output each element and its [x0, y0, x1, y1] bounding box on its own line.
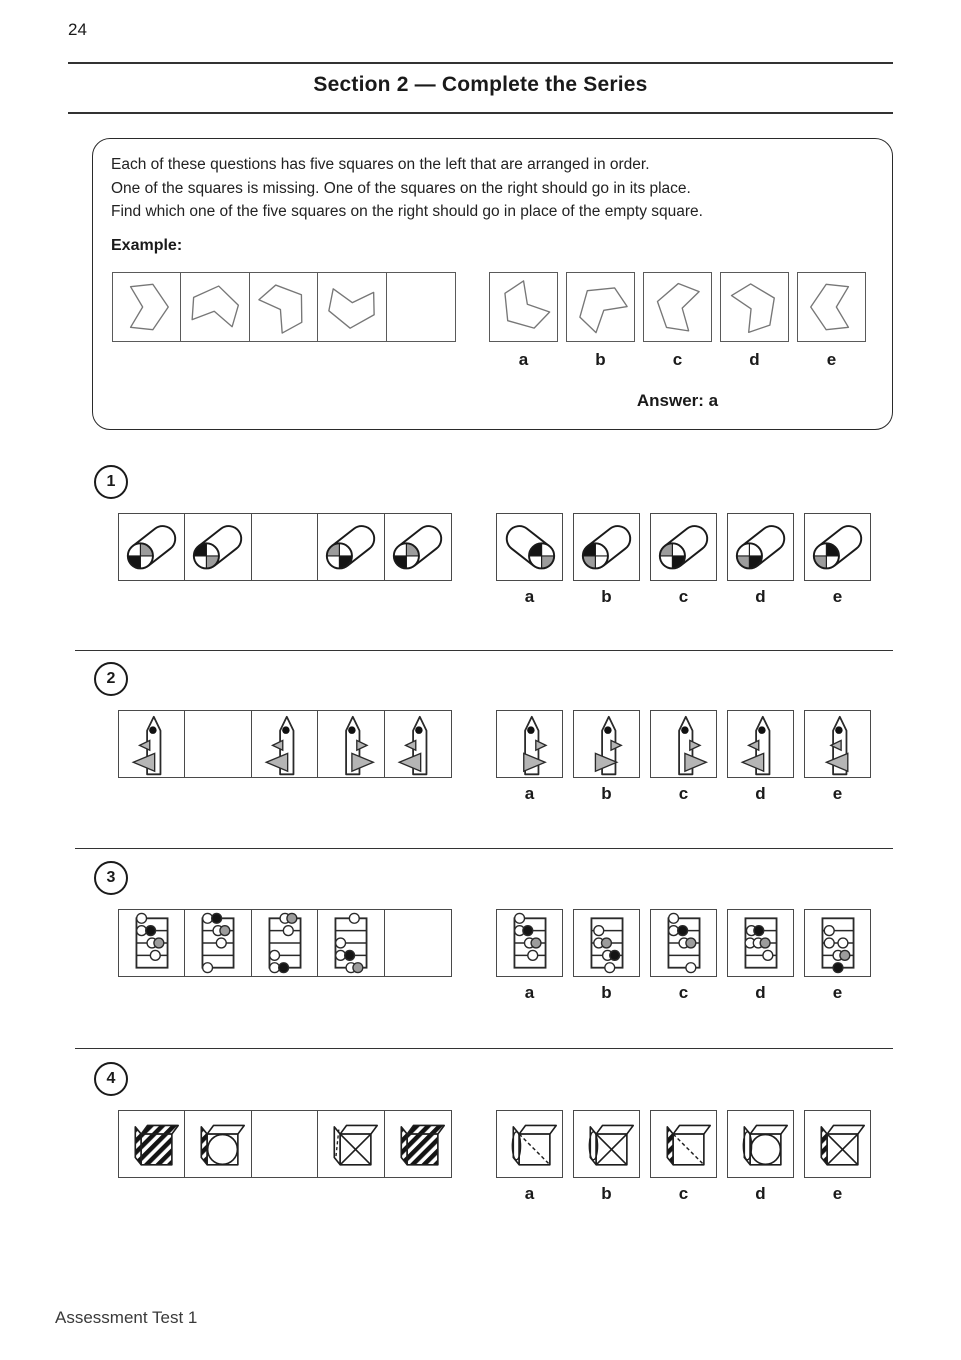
option-pencil-cell[interactable]: [727, 710, 794, 778]
series-cube-cell: [317, 1110, 385, 1178]
instruction-line-3: Find which one of the five squares on the right should go in place of the empty square.: [111, 203, 703, 220]
option-capsule-cell[interactable]: [727, 513, 794, 581]
example-series-chevron-cell: [180, 272, 250, 342]
option-label-d: d: [755, 1184, 766, 1203]
question-number-badge: 4: [94, 1062, 128, 1096]
series-pencil-cell: [317, 710, 385, 778]
header-rule-top: [68, 62, 893, 64]
series-pencil-cell: [118, 710, 186, 778]
page-number: 24: [68, 20, 87, 39]
question-options-row: [496, 1110, 871, 1178]
option-pencil-cell[interactable]: [804, 710, 871, 778]
question-number-badge: 2: [94, 662, 128, 696]
question-number-badge: 1: [94, 465, 128, 499]
option-capsule-cell[interactable]: [573, 513, 640, 581]
option-label-a: a: [524, 1184, 535, 1203]
series-empty-cell: [384, 909, 452, 977]
option-label-e: e: [826, 350, 837, 369]
option-capsule-cell[interactable]: [804, 513, 871, 581]
series-empty-cell: [184, 710, 252, 778]
option-label-b: b: [601, 983, 612, 1002]
example-option-chevron-cell[interactable]: [489, 272, 558, 342]
example-series-empty-cell: [386, 272, 456, 342]
option-cube-cell[interactable]: [573, 1110, 640, 1178]
example-answer: Answer: a: [636, 391, 719, 410]
question-series-strip: [118, 710, 452, 778]
option-label-e: e: [832, 587, 843, 606]
series-abacus-cell: [251, 909, 319, 977]
option-abacus-cell[interactable]: [727, 909, 794, 977]
example-option-chevron-cell[interactable]: [720, 272, 789, 342]
option-label-a: a: [524, 784, 535, 803]
option-label-a: a: [518, 350, 529, 369]
option-label-b: b: [601, 1184, 612, 1203]
question-option-labels: [496, 784, 871, 804]
example-option-chevron-cell[interactable]: [566, 272, 635, 342]
option-abacus-cell[interactable]: [573, 909, 640, 977]
series-capsule-cell: [317, 513, 385, 581]
option-cube-cell[interactable]: [496, 1110, 563, 1178]
option-capsule-cell[interactable]: [496, 513, 563, 581]
question-separator: [75, 848, 893, 849]
option-label-c: c: [678, 784, 689, 803]
question-number-badge: 3: [94, 861, 128, 895]
question-option-labels: [496, 983, 871, 1003]
option-label-d: d: [755, 983, 766, 1002]
question-options-row: [496, 909, 871, 977]
question-separator: [75, 1048, 893, 1049]
option-label-b: b: [601, 784, 612, 803]
question-separator: [75, 650, 893, 651]
series-abacus-cell: [184, 909, 252, 977]
series-cube-cell: [384, 1110, 452, 1178]
question-series-strip: [118, 1110, 452, 1178]
option-label-b: b: [601, 587, 612, 606]
option-cube-cell[interactable]: [650, 1110, 717, 1178]
option-pencil-cell[interactable]: [496, 710, 563, 778]
example-series-chevron-cell: [317, 272, 387, 342]
series-capsule-cell: [184, 513, 252, 581]
series-abacus-cell: [118, 909, 186, 977]
instruction-line-2: One of the squares is missing. One of the squares on the right should go in its place.: [111, 179, 691, 197]
option-abacus-cell[interactable]: [496, 909, 563, 977]
example-series-chevron-cell: [112, 272, 182, 342]
question-3: [0, 861, 961, 1002]
series-empty-cell: [251, 1110, 319, 1178]
series-cube-cell: [184, 1110, 252, 1178]
option-label-c: c: [678, 587, 689, 606]
option-pencil-cell[interactable]: [650, 710, 717, 778]
example-options-row: [489, 272, 866, 342]
example-option-labels: [489, 350, 866, 370]
option-cube-cell[interactable]: [727, 1110, 794, 1178]
question-options-row: [496, 710, 871, 778]
section-title: Section 2 — Complete the Series: [313, 73, 648, 96]
series-pencil-cell: [384, 710, 452, 778]
option-label-e: e: [832, 983, 843, 1002]
option-label-c: c: [672, 350, 683, 369]
question-series-strip: [118, 513, 452, 581]
example-label: Example:: [111, 236, 183, 254]
option-pencil-cell[interactable]: [573, 710, 640, 778]
option-label-d: d: [755, 784, 766, 803]
question-1: [0, 465, 961, 606]
question-4: [0, 1062, 961, 1203]
question-2: [0, 662, 961, 803]
header-rule-bottom: [68, 112, 893, 114]
option-cube-cell[interactable]: [804, 1110, 871, 1178]
series-capsule-cell: [118, 513, 186, 581]
example-series-chevron-cell: [249, 272, 319, 342]
example-series-strip: [112, 272, 456, 342]
option-abacus-cell[interactable]: [650, 909, 717, 977]
series-pencil-cell: [251, 710, 319, 778]
option-label-e: e: [832, 784, 843, 803]
option-label-b: b: [595, 350, 606, 369]
series-capsule-cell: [384, 513, 452, 581]
instruction-line-1: Each of these questions has five squares on the left that are arranged in order.: [111, 156, 650, 173]
question-series-strip: [118, 909, 452, 977]
option-label-a: a: [524, 587, 535, 606]
example-option-chevron-cell[interactable]: [797, 272, 866, 342]
option-label-d: d: [749, 350, 760, 369]
question-option-labels: [496, 1184, 871, 1204]
footer-test-name: Assessment Test 1: [55, 1308, 198, 1327]
option-label-d: d: [755, 587, 766, 606]
question-option-labels: [496, 587, 871, 607]
option-abacus-cell[interactable]: [804, 909, 871, 977]
series-cube-cell: [118, 1110, 186, 1178]
question-options-row: [496, 513, 871, 581]
series-abacus-cell: [317, 909, 385, 977]
option-label-c: c: [678, 1184, 689, 1203]
series-empty-cell: [251, 513, 319, 581]
option-label-a: a: [524, 983, 535, 1002]
option-label-e: e: [832, 1184, 843, 1203]
option-capsule-cell[interactable]: [650, 513, 717, 581]
example-option-chevron-cell[interactable]: [643, 272, 712, 342]
option-label-c: c: [678, 983, 689, 1002]
